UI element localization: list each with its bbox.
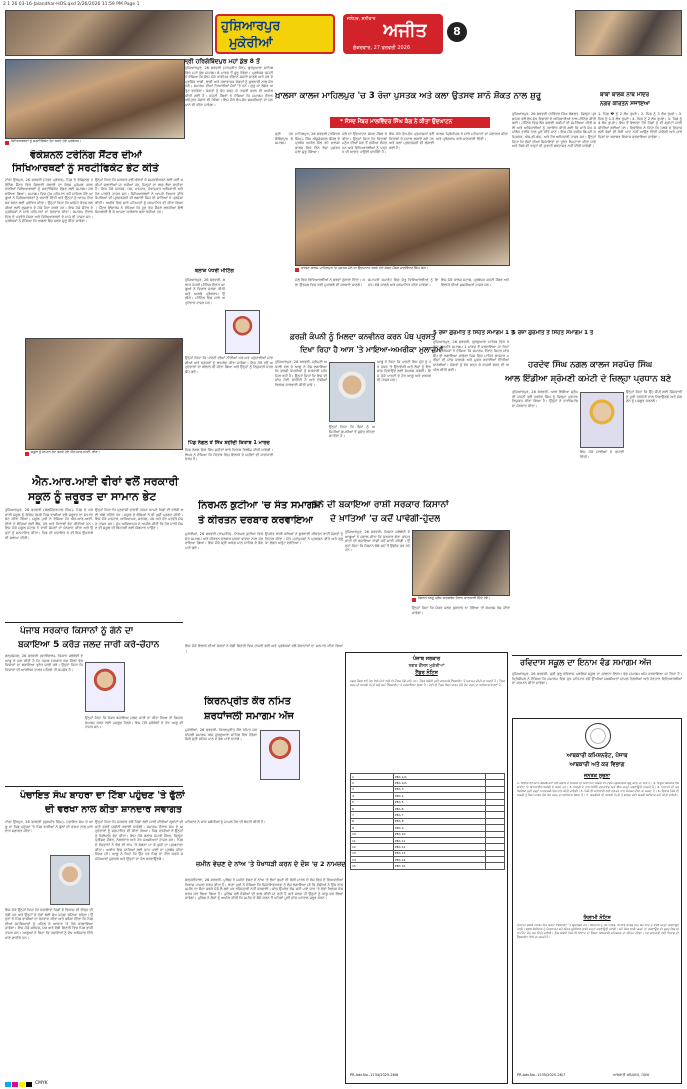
table-cell: PEA 6 <box>393 805 485 811</box>
story-portrait-1 <box>225 310 260 354</box>
caption-marker <box>412 598 416 602</box>
masthead-left-photo <box>5 10 213 56</box>
khalsa-caption: ਖ਼ਾਲਸਾ ਕਾਲਜ ਮਾਹਿਲਪੁਰ 'ਚ ਪੁਸਤਕ ਮੇਲੇ ਦਾ ਉਦਘਾਟਨ ਕਰਦੇ ਹੋਏ ਸੰਸਦ ਮੈਂਬਰ ਮਾਲਵਿੰਦਰ ਸਿੰਘ ਕੰਗ। <box>301 266 428 270</box>
punjab-govt-headline-1: ਪੰਜਾਬ ਸਰਕਾਰ ਕਿਸਾਨਾਂ ਨੂੰ ਗੰਨੇ ਦਾ <box>20 626 134 636</box>
vocational-headline-2: ਸਿਖਿਆਰਥਣਾਂ ਨੂੰ ਸਰਟੀਫਿਕੇਟ ਭੇਟ ਕੀਤੇ <box>12 163 159 174</box>
excise-body-2: ਨਿਲਾਮੀ ਸਬੰਧੀ ਨਿਯਮ ਅਤੇ ਸ਼ਰਤਾਂ ਵੈੱਬਸਾਈਟ 'ਤੇ ਉਪਲਬਧ ਹਨ। ਬਿਨੈਕਾਰ ਨੂੰ ਪੈਨ ਕਾਰਡ, ਆਧਾਰ ਕਾਰਡ ਅਤੇ ਬੈਂਕ ਖਾਤੇ ਦੇ ਵੇਰਵੇ ਜਮ੍ਹਾਂ ਕਰਵਾਉਣੇ ਹੋਣਗੇ। ਸਫ਼ਲ ਬੋਲੀਕਾਰ ਨੂੰ ਨਿਰਧਾਰਤ ਸਮੇਂ ਅੰਦਰ ਸੁਰੱਖਿਆ ਰਾਸ਼ੀ ਜਮ੍ਹਾਂ ਕਰਵਾਉਣੀ ਪਵੇਗੀ। ਸਮੇਂ ਸਿਰ ਰਾਸ਼ੀ ਜਮ੍ਹਾਂ ਨਾ ਕਰਵਾਉਣ ਦੀ ਸੂਰਤ ਵਿਚ ਅਲਾਟਮੈਂਟ ਰੱਦ ਕਰ ਦਿੱਤੀ ਜਾਵੇਗੀ। ਇਸ ਸਬੰਧੀ ਕਿਸੇ ਵੀ ਵਿਵਾਦ ਦਾ ਫ਼ੈਸਲਾ ਆਬਕਾਰੀ ਕਮਿਸ਼ਨਰ ਦਾ ਅੰਤਿਮ ਹੋਵੇਗਾ। ਹੋਰ ਜਾਣਕਾਰੀ ਲਈ ਵਿਭਾਗ ਦੀ ਵੈੱਬਸਾਈਟ ਵੇਖੀ ਜਾ ਸਕਦੀ ਹੈ। <box>517 924 679 939</box>
vocational-headline-1: ਵੋਕੇਸ਼ਨਲ ਟਰੇਨਿੰਗ ਸੈਂਟਰ ਦੀਆਂ <box>30 150 143 161</box>
nirmal-headline-2: ਤੇ ਕੀਰਤਨ ਦਰਬਾਰ ਕਰਵਾਇਆ <box>198 515 314 526</box>
kumbh-body: ਹੁਸ਼ਿਆਰਪੁਰ, 26 ਫਰਵਰੀ (ਹਰਪ੍ਰੀਤ ਕੌਰ)- ਗੁਰਦੁਆਰਾ ਸਾਹਿਬ ਵਿਖੇ ਮਹਾਂ ਕੁੰਭ ਸਮਾਗਮ 8 ਮਾਰਚ ਤੋਂ ਸ਼ੁਰੂ ਹੋਵੇਗਾ। ਪ੍ਰਬੰਧਕ ਕਮੇਟੀ ਨੇ ਦੱਸਿਆ ਕਿ ਇਸ ਮੌਕੇ ਧਾਰਮਿਕ ਦੀਵਾਨ ਸਜਾਏ ਜਾਣਗੇ ਅਤੇ ਪੰਥ ਦੇ ਪ੍ਰਸਿੱਧ ਰਾਗੀ, ਢਾਡੀ ਅਤੇ ਕਥਾਵਾਚਕ ਸੰਗਤਾਂ ਨੂੰ ਗੁਰਬਾਣੀ ਨਾਲ ਜੋੜਨਗੇ। ਸਮਾਗਮ ਦੀਆਂ ਤਿਆਰੀਆਂ ਜ਼ੋਰਾਂ 'ਤੇ ਹਨ। ਗੁਰੂ ਕਾ ਲੰਗਰ ਅਤੁੱਟ ਵਰਤੇਗਾ। ਸੰਗਤਾਂ ਨੂੰ ਵੱਧ ਚੜ੍ਹ ਕੇ ਹਾਜ਼ਰੀ ਭਰਨ ਦੀ ਅਪੀਲ ਕੀਤੀ ਗਈ ਹੈ। ਕਮੇਟੀ ਮੈਂਬਰਾਂ ਨੇ ਦੱਸਿਆ ਕਿ ਸਮਾਗਮ ਦੌਰਾਨ ਅੰਮ੍ਰਿਤ ਸੰਚਾਰ ਵੀ ਹੋਵੇਗਾ। ਇਸ ਮੌਕੇ ਵੱਖ-ਵੱਖ ਸ਼ਖ਼ਸੀਅਤਾਂ ਦਾ ਸਨਮਾਨ ਵੀ ਕੀਤਾ ਜਾਵੇਗਾ। <box>185 66 273 107</box>
excise-dept2: ਆਬਕਾਰੀ ਅਤੇ ਕਰ ਵਿਭਾਗ <box>569 762 625 768</box>
excise-heading2: ਨਿਲਾਮੀ ਨੋਟਿਸ <box>583 915 611 921</box>
block-body-2: ਉਨ੍ਹਾਂ ਕਿਹਾ ਕਿ ਪਾਰਟੀ ਦੀਆਂ ਨੀਤੀਆਂ ਘਰ-ਘਰ ਪਹੁੰਚਾਈਆਂ ਜਾਣਗੀਆਂ ਅਤੇ ਵਰਕਰਾਂ ਨੂੰ ਲਾਮਬੰਦ ਕੀਤਾ ਜਾਵੇਗਾ। ਇਸ ਮੌਕੇ ਨਵੇਂ ਅਹੁਦੇਦਾਰਾਂ ਦਾ ਐਲਾਨ ਵੀ ਕੀਤਾ ਗਿਆ ਅਤੇ ਉਨ੍ਹਾਂ ਨੂੰ ਨਿਯੁਕਤੀ ਪੱਤਰ ਸੌਂਪੇ ਗਏ। <box>185 356 273 374</box>
khalsa-body-col5: ਮੇਲੇ ਵਿਚ ਵਿਦਿਆਰਥੀਆਂ ਨੇ ਭਰਵਾਂ ਹੁੰਗਾਰਾ ਦਿੱਤਾ। ਕਲਾ ਉਤਸਵ ਵਿਚ ਕਈ ਮੁਕਾਬਲੇ ਵੀ ਕਰਵਾਏ ਜਾਣਗੇ। <box>295 278 365 287</box>
black-swatch <box>26 1082 32 1087</box>
table-cell: 9 <box>351 825 394 831</box>
table-cell: 6 <box>351 805 394 811</box>
divider <box>512 655 682 656</box>
table-cell: 2 <box>351 780 394 786</box>
khalsa-headline: ਖ਼ਾਲਸਾ ਕਾਲਜ ਮਾਹਿਲਪੁਰ 'ਚ 3 ਰੋਜ਼ਾ ਪੁਸਤਕ ਅਤੇ ਕਲਾ ਉਤਸਵ ਸ਼ਾਨੋ ਸ਼ੌਕਤ ਨਾਲ ਸ਼ੁਰੂ <box>275 91 542 101</box>
sub-headline-nri: ਪਿੰਡ ਨੰਗਲ ਤੋਂ ਸਿੱਖ ਸ਼ਹੀਦੀ ਕਿਤਾਬ 1 ਮਾਰਚ <box>188 440 270 446</box>
table-cell: PEA 15 <box>393 863 485 869</box>
table-cell: 10 <box>351 831 394 837</box>
notice-title: ਪੰਜਾਬ ਸਰਕਾਰ <box>412 656 441 662</box>
khalsa-body-col4: ਕਾਲਜ ਪ੍ਰਿੰਸੀਪਲ ਨੇ ਸਾਰੇ ਮਹਿਮਾਨਾਂ ਦਾ ਸਵਾਗਤ ਕੀਤਾ ਅਤੇ ਪ੍ਰੋਗਰਾਮ ਬਾਰੇ ਜਾਣਕਾਰੀ ਦਿੱਤੀ। <box>436 132 508 141</box>
caption-marker <box>295 268 299 272</box>
panchayat-body-col1b: ਇਸ ਮੌਕੇ ਉਨ੍ਹਾਂ ਕਿਹਾ ਕਿ ਪੰਚਾਇਤਾਂ ਪਿੰਡਾਂ ਦੇ ਵਿਕਾਸ ਦੀ ਰੀੜ੍ਹ ਦੀ ਹੱਡੀ ਹਨ ਅਤੇ ਉਨ੍ਹਾਂ ਦੇ ਹੱਕਾਂ ਲਈ ਸੰਘ ਹਮੇਸ਼ਾ ਡਟਿਆ ਰਹੇਗਾ। ਉਨ੍ਹਾਂ ਨੇ ਪਿੰਡ ਵਾਸੀਆਂ ਦਾ ਧੰਨਵਾਦ ਕੀਤਾ ਅਤੇ ਭਰੋਸਾ ਦਿੱਤਾ ਕਿ ਪਿੰਡ ਦੀਆਂ ਸਮੱਸਿਆਵਾਂ ਨੂੰ ਪਹਿਲ ਦੇ ਆਧਾਰ 'ਤੇ ਹੱਲ ਕਰਵਾਇਆ ਜਾਵੇਗਾ। ਇਸ ਮੌਕੇ ਸਰਪੰਚ, ਪੰਚ ਅਤੇ ਵੱਡੀ ਗਿਣਤੀ ਵਿਚ ਪਿੰਡ ਵਾਸੀ ਹਾਜ਼ਰ ਸਨ। ਆਗੂਆਂ ਨੇ ਕਿਹਾ ਕਿ ਪੰਚਾਇਤਾਂ ਨੂੰ ਵੱਧ ਅਧਿਕਾਰ ਦਿੱਤੇ ਜਾਣੇ ਚਾਹੀਦੇ ਹਨ। <box>5 908 93 940</box>
chauhan-portrait <box>85 662 125 712</box>
khalsa-strap-bar <box>330 117 490 128</box>
masthead-brand: ਅਜੀਤ <box>383 20 428 41</box>
table-cell <box>486 863 505 869</box>
table-cell: PEA 9 <box>393 825 485 831</box>
khalsa-body-col1: ਮਾਹਿਲਪੁਰ, 26 ਫਰਵਰੀ (ਰਜਿੰਦਰ ਸਿੰਘ)- ਸਿੱਖ ਐਜੂਕੇਸ਼ਨਲ ਕੌਂਸਲ ਦੇ ਪ੍ਰਬੰਧ ਅਧੀਨ ਚੱਲ ਰਹੇ ਖ਼ਾਲਸਾ ਕਾਲਜ ਵਿਖੇ ਤਿੰਨ ਰੋਜ਼ਾ ਪੁਸਤਕ ਮੇਲਾ ਸ਼ੁਰੂ ਹੋਇਆ। <box>295 132 340 155</box>
sub-headline-kumbh: ਸ੍ਰੀ ਹਰਿਗੋਬਿੰਦਪੁਰ ਮਹਾਂ ਕੁੰਭ 8 ਤੋਂ <box>184 58 260 65</box>
notice-subtitle: ਨਗਰ ਕੌਂਸਲ ਮੁਕੇਰੀਆਂ <box>408 664 445 669</box>
table-cell: 5 <box>351 799 394 805</box>
panchayat-body-col1: ਟਾਂਡਾ ਉੜਮੁੜ, 26 ਫਰਵਰੀ (ਗੁਰਮੀਤ ਸਿੰਘ)- ਪੰਚਾਇਤ ਸੰਘ ਦੇ ਆਗੂ ਦਾ ਪਿੰਡ ਪਹੁੰਚਣ 'ਤੇ ਪਿੰਡ ਵਾਸੀਆਂ ਨੇ ਫੁੱਲਾਂ ਦੀ ਵਰਖਾ ਨਾਲ ਸ਼ਾਨਦਾਰ ਸਵਾਗਤ ਕੀਤਾ। <box>5 820 93 834</box>
wheat-photo <box>412 530 510 596</box>
fake-body-col2: ਉਨ੍ਹਾਂ ਕਿਹਾ ਕਿ ਲੋਕਾਂ ਨੂੰ ਅਜਿਹੀਆਂ ਕੰਪਨੀਆਂ ਤੋਂ ਸੁਚੇਤ ਰਹਿਣਾ ਚਾਹੀਦਾ ਹੈ। <box>329 425 375 439</box>
caption-marker <box>25 452 29 456</box>
hardev-body-col2: ਉਨ੍ਹਾਂ ਕਿਹਾ ਕਿ ਉਹ ਸੌਂਪੀ ਗਈ ਜ਼ਿੰਮੇਵਾਰੀ ਨੂੰ ਪੂਰੀ ਤਨਦੇਹੀ ਨਾਲ ਨਿਭਾਉਣਗੇ ਅਤੇ ਸੰਗਠਨ ਨੂੰ ਮਜ਼ਬੂਤ ਕਰਨਗੇ। <box>626 390 682 404</box>
masthead-right-photo <box>575 10 682 56</box>
school-body: ਹੁਸ਼ਿਆਰਪੁਰ, 26 ਫਰਵਰੀ- ਸ੍ਰੀ ਗੁਰੂ ਰਵਿਦਾਸ ਪਬਲਿਕ ਸਕੂਲ ਦਾ ਸਾਲਾਨਾ ਇਨਾਮ ਵੰਡ ਸਮਾਗਮ ਅੱਜ ਕਰਵਾਇਆ ਜਾ ਰਿਹਾ ਹੈ। ਪ੍ਰਿੰਸੀਪਲ ਨੇ ਦੱਸਿਆ ਕਿ ਸਮਾਗਮ ਵਿਚ ਮੁੱਖ ਮਹਿਮਾਨ ਵਜੋਂ ਉੱਘੀਆਂ ਸ਼ਖ਼ਸੀਅਤਾਂ ਸ਼ਾਮਲ ਹੋਣਗੀਆਂ ਅਤੇ ਹੋਣਹਾਰ ਵਿਦਿਆਰਥੀਆਂ ਦਾ ਸਨਮਾਨ ਕੀਤਾ ਜਾਵੇਗਾ। <box>512 672 682 686</box>
table-cell: PEA 8 <box>393 818 485 824</box>
right-top-headline-2: ਨਗਰ ਕੀਰਤਨ ਸਜਾਇਆ <box>600 101 650 107</box>
wheat-headline-1: ਗੰਨੇ ਦੀ ਬਕਾਇਆ ਰਾਸ਼ੀ ਸਰਕਾਰ ਕਿਸਾਨਾਂ <box>312 500 449 510</box>
print-slug: 2 1 26 03-16-Jalandhar-HOS.qxd 2/26/2026 11:59 PM Page 1 <box>3 2 140 7</box>
khalsa-strap: * ਸੰਸਦ ਮੈਂਬਰ ਮਾਲਵਿੰਦਰ ਸਿੰਘ ਕੰਗ ਨੇ ਕੀਤਾ ਉਦਘਾਟਨ <box>340 119 453 125</box>
masthead-city: ਹੁਸ਼ਿਆਰਪੁਰ <box>221 19 281 34</box>
tender-notice <box>345 652 508 1084</box>
kiranpreet-body-2: ਪਰਿਵਾਰ ਨੇ ਸਾਕ ਸਬੰਧੀਆਂ ਨੂੰ ਸ਼ਾਮਲ ਹੋਣ ਦੀ ਬੇਨਤੀ ਕੀਤੀ ਹੈ। <box>185 820 266 824</box>
nri-body-col2: ਉਨ੍ਹਾਂ ਕਿਹਾ ਕਿ ਪ੍ਰਵਾਸੀ ਭਾਰਤੀ ਹਮੇਸ਼ਾ ਆਪਣੇ ਪਿੰਡਾਂ ਦੀ ਤਰੱਕੀ ਲਈ ਅੱਗੇ ਰਹਿੰਦੇ ਹਨ। ਸਕੂਲ ਦੇ ਬੱਚਿਆਂ ਨੇ ਵੀ ਖੁਸ਼ੀ ਪ੍ਰਗਟ ਕੀਤੀ। ਇਸ ਮੌਕੇ ਮਾਸਟਰ, ਅਧਿਆਪਕ, ਸਰਪੰਚ, ਪੰਚ ਅਤੇ ਹੋਰ ਪਤਵੰਤੇ ਸੱਜਣ ਹਾਜ਼ਰ ਸਨ। ਮੁੱਖ ਅਧਿਆਪਕ ਨੇ ਅਪੀਲ ਕੀਤੀ ਕਿ ਹੋਰ ਦਾਨੀ ਸੱਜਣ ਵੀ ਸਕੂਲ ਦੀ ਬਿਹਤਰੀ ਲਈ ਯੋਗਦਾਨ ਪਾਉਣ। <box>95 508 183 531</box>
punjab-govt-body-col1: ਗੜ੍ਹਸ਼ੰਕਰ, 26 ਫਰਵਰੀ (ਧਾਲੀਵਾਲ)- ਕਿਸਾਨ ਜਥੇਬੰਦੀ ਦੇ ਆਗੂ ਨੇ ਮੰਗ ਕੀਤੀ ਹੈ ਕਿ ਪੰਜਾਬ ਸਰਕਾਰ ਖੰਡ ਮਿੱਲਾਂ ਵੱਲ ਕਿਸਾਨਾਂ ਦਾ ਬਕਾਇਆ ਤੁਰੰਤ ਜਾਰੀ ਕਰੇ। ਉਨ੍ਹਾਂ ਕਿਹਾ ਕਿ ਕਿਸਾਨਾਂ ਦੀ ਆਰਥਿਕ ਹਾਲਤ ਪਹਿਲਾਂ ਹੀ ਕਮਜ਼ੋਰ ਹੈ। <box>5 654 83 672</box>
khalsa-headline-bar <box>275 90 600 106</box>
table-cell: 12 <box>351 844 394 850</box>
hardev-body-col3: ਇਸ ਮੌਕੇ ਸਾਥੀਆਂ ਨੇ ਵਧਾਈ ਦਿੱਤੀ। <box>580 450 624 459</box>
table-cell: 8 <box>351 818 394 824</box>
divider <box>5 622 183 623</box>
punjab-govt-body-col2: ਉਨ੍ਹਾਂ ਕਿਹਾ ਕਿ ਜੇਕਰ ਬਕਾਇਆ ਜਲਦ ਜਾਰੀ ਨਾ ਕੀਤਾ ਗਿਆ ਤਾਂ ਕਿਸਾਨ ਸੰਘਰਸ਼ ਕਰਨ ਲਈ ਮਜਬੂਰ ਹੋਣਗੇ। ਇਸ ਮੌਕੇ ਜਥੇਬੰਦੀ ਦੇ ਹੋਰ ਆਗੂ ਵੀ ਹਾਜ਼ਰ ਸਨ। <box>85 716 183 730</box>
cyan-swatch <box>5 1082 11 1087</box>
notice-heading: ਟੈਂਡਰ ਨੋਟਿਸ <box>415 670 438 676</box>
vocational-body-col2: ਉਨ੍ਹਾਂ ਕਿਹਾ ਕਿ ਸਰਕਾਰ ਵਲੋਂ ਔਰਤਾਂ ਦੇ ਸਸ਼ਕਤੀਕਰਨ ਲਈ ਕਈ ਸਕੀਮਾਂ ਚਲਾਈਆਂ ਜਾ ਰਹੀਆਂ ਹਨ, ਜਿਨ੍ਹਾਂ ਦਾ ਲਾਭ ਲੈਣਾ ਚਾਹੀਦਾ ਹੈ। ਇਸ ਮੌਕੇ ਸਰਪੰਚ, ਪੰਚ, ਮਾਸਟਰ, ਸੇਵਾਮੁਕਤ ਅਧਿਕਾਰੀ ਅਤੇ ਹੋਰ ਪਤਵੰਤੇ ਹਾਜ਼ਰ ਸਨ। ਸਿਖਿਆਰਥਣਾਂ ਨੇ ਆਪਣੇ ਤਿਆਰ ਕੀਤੇ ਕੱਪੜਿਆਂ ਦੀ ਪ੍ਰਦਰਸ਼ਨੀ ਵੀ ਲਗਾਈ ਜਿਸ ਦੀ ਸਾਰਿਆਂ ਨੇ ਪ੍ਰਸ਼ੰਸਾ ਕੀਤੀ। ਅਖੀਰ ਵਿਚ ਸਾਰੇ ਮਹਿਮਾਨਾਂ ਨੂੰ ਸਨਮਾਨਿਤ ਵੀ ਕੀਤਾ ਗਿਆ। ਸੈਂਟਰ ਇੰਚਾਰਜ ਨੇ ਦੱਸਿਆ ਕਿ ਹੁਣ ਤੱਕ ਸੈਂਕੜੇ ਲੜਕੀਆਂ ਇਥੋਂ ਸਿਖਲਾਈ ਲੈ ਕੇ ਆਪਣਾ ਕਾਰੋਬਾਰ ਚਲਾ ਰਹੀਆਂ ਹਨ। <box>95 178 183 215</box>
kiranpreet-headline-2: ਸ਼ਰਧਾਂਜਲੀ ਸਮਾਗਮ ਅੱਜ <box>204 711 295 722</box>
panchayat-portrait <box>50 855 90 905</box>
panchayat-body-col2: ਉਨ੍ਹਾਂ ਕਿਹਾ ਕਿ ਸਰਕਾਰ ਵਲੋਂ ਪਿੰਡਾਂ ਲਈ ਜਾਰੀ ਕੀਤੀਆਂ ਗ੍ਰਾਂਟਾਂ ਦੀ ਸਹੀ ਵਰਤੋਂ ਯਕੀਨੀ ਬਣਾਈ ਜਾਵੇਗੀ। ਸਮਾਗਮ ਦੌਰਾਨ ਸੰਘ ਦੇ ਅਹੁਦੇਦਾਰਾਂ ਨੂੰ ਸਨਮਾਨਿਤ ਵੀ ਕੀਤਾ ਗਿਆ। ਪਿੰਡ ਵਾਸੀਆਂ ਨੇ ਉਨ੍ਹਾਂ ਨੂੰ ਸਿਰੋਪਾਓ ਭੇਟ ਕੀਤਾ। ਇਸ ਮੌਕੇ ਬਲਾਕ ਸੰਮਤੀ ਮੈਂਬਰ, ਜ਼ਿਲ੍ਹਾ ਪ੍ਰੀਸ਼ਦ ਮੈਂਬਰ, ਨੰਬਰਦਾਰ ਅਤੇ ਹੋਰ ਸ਼ਖ਼ਸੀਅਤਾਂ ਹਾਜ਼ਰ ਸਨ। ਪਿੰਡ ਦੇ ਨੌਜਵਾਨਾਂ ਨੇ ਢੋਲ ਦੀ ਥਾਪ 'ਤੇ ਭੰਗੜਾ ਪਾ ਕੇ ਖੁਸ਼ੀ ਦਾ ਪ੍ਰਗਟਾਵਾ ਕੀਤਾ। ਅਖੀਰ ਵਿਚ ਸਾਰਿਆਂ ਲਈ ਚਾਹ ਪਾਣੀ ਦਾ ਪ੍ਰਬੰਧ ਕੀਤਾ ਗਿਆ ਸੀ। ਆਗੂ ਨੇ ਕਿਹਾ ਕਿ ਉਹ ਹਰ ਪਿੰਡ ਦਾ ਦੌਰਾ ਕਰਕੇ ਸਮੱਸਿਆਵਾਂ ਸੁਣਨਗੇ ਅਤੇ ਉਨ੍ਹਾਂ ਦਾ ਹੱਲ ਕਰਵਾਉਣਗੇ। <box>95 820 183 861</box>
kiranpreet-portrait <box>260 730 300 780</box>
khalsa-photo <box>295 168 510 266</box>
table-cell: 15 <box>351 863 394 869</box>
hardev-portrait <box>580 392 624 448</box>
nirmal-headline-1: ਨਿਰਮਲ ਕੁਟੀਆ 'ਚ ਸੰਤ ਸਮਾਗਮ <box>198 500 321 511</box>
fake-body-col1: ਹੁਸ਼ਿਆਰਪੁਰ, 26 ਫਰਵਰੀ- ਸ਼੍ਰੋਮਣੀ ਅਕਾਲੀ ਦਲ ਦੇ ਆਗੂ ਨੇ ਦੋਸ਼ ਲਗਾਇਆ ਕਿ ਫ਼ਰਜ਼ੀ ਕੰਪਨੀਆਂ ਨੂੰ ਸਰਕਾਰੀ ਸ਼ਹਿ ਮਿਲ ਰਹੀ ਹੈ। ਉਨ੍ਹਾਂ ਕਿਹਾ ਕਿ ਇਸ ਦੀ ਜਾਂਚ ਹੋਣੀ ਚਾਹੀਦੀ ਹੈ ਅਤੇ ਦੋਸ਼ੀਆਂ ਖਿਲਾਫ਼ ਕਾਰਵਾਈ ਕੀਤੀ ਜਾਵੇ। <box>275 360 327 387</box>
table-row <box>351 863 505 869</box>
excise-footer-left: PR-Adv.No.-1235/2025-26/7 <box>517 1073 566 1077</box>
table-cell: PEA 1/A <box>393 774 485 780</box>
excise-body-1: 1. ਵਿਭਾਗ ਵਲੋਂ ਸਾਲ 2026-27 ਲਈ ਸ਼ਰਾਬ ਦੇ ਠੇਕਿਆਂ ਦੀ ਅਲਾਟਮੈਂਟ ਸਬੰਧੀ ਈ-ਟੈਂਡਰ ਪ੍ਰਕਿਰਿਆ ਸ਼ੁਰੂ ਕੀਤੀ ਜਾ ਰਹੀ ਹੈ। 2. ਇੱਛੁਕ ਬਿਨੈਕਾਰ ਵੈੱਬਸਾਈਟ 'ਤੇ ਆਨਲਾਈਨ ਅਰਜ਼ੀ ਦੇ ਸਕਦੇ ਹਨ। 3. ਅਰਜ਼ੀ ਦੇ ਨਾਲ ਲੋੜੀਂਦੇ ਦਸਤਾਵੇਜ਼ ਅਤੇ ਫੀਸ ਜਮ੍ਹਾਂ ਕਰਵਾਉਣੀ ਲਾਜ਼ਮੀ ਹੈ। 4. ਨਿਲਾਮੀ ਦੀ ਪ੍ਰਕਿਰਿਆ ਪੂਰੀ ਤਰ੍ਹਾਂ ਪਾਰਦਰਸ਼ੀ ਢੰਗ ਨਾਲ ਕੀਤੀ ਜਾਵੇਗੀ। 5. ਕਿਸੇ ਵੀ ਜਾਣਕਾਰੀ ਲਈ ਦਫ਼ਤਰ ਨਾਲ ਸੰਪਰਕ ਕੀਤਾ ਜਾ ਸਕਦਾ ਹੈ। 6. ਵਿਭਾਗ ਕਿਸੇ ਵੀ ਅਰਜ਼ੀ ਨੂੰ ਬਿਨਾਂ ਕਾਰਨ ਦੱਸੇ ਰੱਦ ਕਰਨ ਦਾ ਅਧਿਕਾਰ ਰੱਖਦਾ ਹੈ। 7. ਅਰਜ਼ੀਆਂ ਦੀ ਆਖਰੀ ਮਿਤੀ ਤੋਂ ਬਾਅਦ ਕੋਈ ਅਰਜ਼ੀ ਸਵੀਕਾਰ ਨਹੀਂ ਕੀਤੀ ਜਾਵੇਗੀ। <box>517 782 679 797</box>
hardev-headline-2: ਆਲ ਇੰਡੀਆ ਸ਼੍ਰੋਮਣੀ ਕਮੇਟੀ ਦੇ ਜ਼ਿਲ੍ਹਾ ਪ੍ਰਧਾਨ ਬਣੇ <box>505 374 672 384</box>
table-cell: PEA 5 <box>393 799 485 805</box>
caption-marker <box>5 141 9 145</box>
table-cell: PEA 10 <box>393 831 485 837</box>
table-cell: PEA 7 <box>393 812 485 818</box>
masthead-brand-box <box>343 14 443 54</box>
sub-headline-nagar: ਬਲਾਕ ਪੱਧਰੀ ਮੀਟਿੰਗ <box>195 268 234 274</box>
right-body-col2: 1. ਪਿੰਡ � ਨੂੰ 2 ਲੱਖ ਰੁਪਏ। 2. ਪਿੰਡ ਨੂੰ 3 ਲੱਖ ਰੁਪਏ। 3. ਪਿੰਡ ਨੂੰ 1.5 ਲੱਖ ਰੁਪਏ। 4. ਪਿੰਡ ਨੂੰ 2 ਲੱਖ ਰੁਪਏ। 5. ਪਿੰਡ ਨੂੰ 4 ਲੱਖ ਰੁਪਏ। ਇਸ ਤੋਂ ਇਲਾਵਾ ਹੋਰ ਪਿੰਡਾਂ ਨੂੰ ਵੀ ਗ੍ਰਾਂਟਾਂ ਜਾਰੀ ਕੀਤੀਆਂ ਗਈਆਂ ਹਨ। ਵਿਧਾਇਕ ਨੇ ਕਿਹਾ ਕਿ ਹਲਕੇ ਦੇ ਵਿਕਾਸ ਲਈ ਫੰਡਾਂ ਦੀ ਕੋਈ ਘਾਟ ਨਹੀਂ ਆਉਣ ਦਿੱਤੀ ਜਾਵੇਗੀ ਅਤੇ ਸਾਰੇ ਪਿੰਡਾਂ ਦਾ ਬਰਾਬਰ ਵਿਕਾਸ ਕਰਵਾਇਆ ਜਾਵੇਗਾ। <box>598 112 682 139</box>
notice-intro: ਨਗਰ ਕੌਂਸਲ ਵਲੋਂ ਹੇਠ ਲਿਖੇ ਕੰਮਾਂ ਲਈ ਈ-ਟੈਂਡਰ ਮੰਗੇ ਜਾਂਦੇ ਹਨ। ਟੈਂਡਰ ਸਬੰਧੀ ਪੂਰੀ ਜਾਣਕਾਰੀ ਵੈੱਬਸਾਈਟ ਤੋਂ ਪ੍ਰਾਪਤ ਕੀਤੀ ਜਾ ਸਕਦੀ ਹੈ। ਟੈਂਡਰ ਭਰਨ ਦੀ ਆਖਰੀ ਮਿਤੀ ਅਤੇ ਸਮਾਂ ਵੈੱਬਸਾਈਟ 'ਤੇ ਦਰਸਾਇਆ ਗਿਆ ਹੈ। ਕੋਈ ਵੀ ਟੈਂਡਰ ਬਿਨਾਂ ਕਾਰਨ ਦੱਸੇ ਰੱਦ ਕਰਨ ਦਾ ਅਧਿਕਾਰ ਰਾਖਵਾਂ ਹੈ। <box>350 679 505 687</box>
vocational-body-col1: ਟਾਂਡਾ ਉੜਮੁੜ, 26 ਫਰਵਰੀ (ਪੱਤਰ ਪ੍ਰੇਰਕ)- ਪਿੰਡ ਦੇ ਵੋਕੇਸ਼ਨਲ ਟਰੇਨਿੰਗ ਸੈਂਟਰ ਵਿਖੇ ਸਿਲਾਈ ਕਢਾਈ ਦਾ ਕੋਰਸ ਮੁਕੰਮਲ ਕਰਨ ਵਾਲੀਆਂ ਸਿਖਿਆਰਥਣਾਂ ਨੂੰ ਸਰਟੀਫਿਕੇਟ ਵੰਡਣ ਲਈ ਸਮਾਗਮ ਕਰਵਾਇਆ ਗਿਆ। ਸਮਾਗਮ ਵਿਚ ਮੁੱਖ ਮਹਿਮਾਨ ਵਜੋਂ ਸ਼ਾਮਿਲ ਹੋਏ ਆਗੂਆਂ ਨੇ ਸਿਖਿਆਰਥਣਾਂ ਨੂੰ ਵਧਾਈ ਦਿੱਤੀ ਅਤੇ ਉਨ੍ਹਾਂ ਨੂੰ ਆਤਮ ਨਿਰਭਰ ਬਣਨ ਲਈ ਪ੍ਰੇਰਿਤ ਕੀਤਾ। ਉਨ੍ਹਾਂ ਕਿਹਾ ਕਿ ਅਜਿਹੇ ਕੋਰਸ ਲੜਕੀਆਂ ਲਈ ਰੁਜ਼ਗਾਰ ਦੇ ਮੌਕੇ ਪੈਦਾ ਕਰਦੇ ਹਨ। ਇਸ ਮੌਕੇ ਸੈਂਟਰ ਦੇ ਪ੍ਰਬੰਧਕਾਂ ਨੇ ਸਾਰੇ ਮਹਿਮਾਨਾਂ ਦਾ ਧੰਨਵਾਦ ਕੀਤਾ। ਸਮਾਗਮ ਦੌਰਾਨ ਪਿੰਡ ਦੇ ਪਤਵੰਤੇ ਸੱਜਣ ਅਤੇ ਸਿਖਿਆਰਥਣਾਂ ਦੇ ਮਾਪੇ ਵੀ ਹਾਜ਼ਰ ਸਨ। ਪ੍ਰਬੰਧਕਾਂ ਨੇ ਦੱਸਿਆ ਕਿ ਅਗਲਾ ਬੈਚ ਜਲਦ ਸ਼ੁਰੂ ਕੀਤਾ ਜਾਵੇਗਾ। <box>5 178 93 224</box>
table-cell: 13 <box>351 850 394 856</box>
excise-notice <box>512 718 682 1084</box>
nirmal-body-col3: ਇਸ ਮੌਕੇ ਇਲਾਕੇ ਦੀਆਂ ਸੰਗਤਾਂ ਨੇ ਵੱਡੀ ਗਿਣਤੀ ਵਿਚ ਹਾਜ਼ਰੀ ਭਰੀ ਅਤੇ ਪ੍ਰਬੰਧਕਾਂ ਵਲੋਂ ਸੇਵਾਦਾਰਾਂ ਦਾ ਸਨਮਾਨ ਕੀਤਾ ਗਿਆ। <box>185 644 343 653</box>
masthead-date: ਸ਼ੁੱਕਰਵਾਰ, 27 ਫਰਵਰੀ 2026 <box>353 45 411 51</box>
school-headline: ਰਵਿਦਾਸ ਸਕੂਲ ਦਾ ਇਨਾਮ ਵੰਡ ਸਮਾਗਮ ਅੱਜ <box>520 658 652 667</box>
khalsa-body-col3: ਇਸ ਮੌਕੇ ਵੱਖ-ਵੱਖ ਪ੍ਰਕਾਸ਼ਕਾਂ ਵਲੋਂ ਕਿਤਾਬਾਂ ਦੇ ਸਟਾਲ ਲਗਾਏ ਗਏ ਹਨ ਅਤੇ ਕਲਾ ਪ੍ਰਦਰਸ਼ਨੀ ਵੀ ਲਗਾਈ ਗਈ ਹੈ। <box>389 132 434 150</box>
table-cell: PEA 2/A <box>393 780 485 786</box>
table-cell: PEA 3 <box>393 786 485 792</box>
nri-body-col1: ਹੁਸ਼ਿਆਰਪੁਰ, 26 ਫਰਵਰੀ (ਬਲਜਿੰਦਰਪਾਲ ਸਿੰਘ)- ਪਿੰਡ ਦੇ ਸਰਕਾਰੀ ਸਕੂਲ ਨੂੰ ਵਿਦੇਸ਼ ਵਸਦੇ ਪਿੰਡ ਵਾਸੀਆਂ ਵਲੋਂ ਜ਼ਰੂਰਤ ਦਾ ਸਾਮਾਨ ਭੇਟ ਕੀਤਾ ਗਿਆ। ਸਕੂਲ ਮੁਖੀ ਨੇ ਦੱਸਿਆ ਕਿ ਐਨ.ਆਰ.ਆਈ. ਵੀਰਾਂ ਨੇ ਬੱਚਿਆਂ ਲਈ ਬੈਂਚ, ਪੱਖੇ ਅਤੇ ਕਿਤਾਬਾਂ ਭੇਟ ਕੀਤੀਆਂ ਹਨ। ਇਸ ਮੌਕੇ ਸਕੂਲ ਸਟਾਫ਼ ਨੇ ਦਾਨੀ ਸੱਜਣਾਂ ਦਾ ਧੰਨਵਾਦ ਕੀਤਾ ਅਤੇ ਉਨ੍ਹਾਂ ਨੂੰ ਸਨਮਾਨਿਤ ਕੀਤਾ। ਪਿੰਡ ਦੀ ਪੰਚਾਇਤ ਨੇ ਵੀ ਇਸ ਉਪਰਾਲੇ ਦੀ ਸ਼ਲਾਘਾ ਕੀਤੀ। <box>5 508 93 540</box>
block-body: ਹੁਸ਼ਿਆਰਪੁਰ, 26 ਫਰਵਰੀ- ਬਲਾਕ ਪੱਧਰੀ ਮੀਟਿੰਗ ਦੌਰਾਨ ਆਗੂਆਂ ਨੇ ਵਿਚਾਰ ਚਰਚਾ ਕੀਤੀ ਅਤੇ ਅਗਲੇ ਪ੍ਰੋਗਰਾਮ ਉਲੀਕੇ। ਮੀਟਿੰਗ ਵਿਚ ਸਾਰੇ ਅਹੁਦੇਦਾਰ ਹਾਜ਼ਰ ਸਨ। <box>185 278 225 305</box>
table-cell: 14 <box>351 857 394 863</box>
table-cell: 4 <box>351 793 394 799</box>
divider <box>5 786 183 787</box>
masthead-edition: ਜਲੰਧਰ, ਸ਼ਨੀਵਾਰ <box>347 17 376 22</box>
table-cell: PEA 11 <box>393 837 485 843</box>
excise-footer-right: ਆਬਕਾਰੀ ਕਮਿਸ਼ਨਰ, ਪੰਜਾਬ <box>613 1073 650 1077</box>
notice-footer: PR-Adv.No.-1234/2025-26/6 <box>350 1073 399 1077</box>
masthead-city-box <box>215 14 335 54</box>
kiranpreet-headline-1: ਕਿਰਨਪ੍ਰੀਤ ਕੌਰ ਨਮਿਤ <box>204 696 291 707</box>
table-cell: 1 <box>351 774 394 780</box>
excise-dept: ਆਬਕਾਰੀ ਕਮਿਸ਼ਨਰੇਟ, ਪੰਜਾਬ <box>566 753 628 759</box>
fake-headline-2: ਦਿਖਾ ਰਿਹਾ ਹੈ ਆਸ 'ਤੇ ਮਾਇਆ-ਅਮਰੀਕਾ ਮੁਲਾਜ਼ਮਾਂ <box>300 345 444 354</box>
right-body-col1: ਹੁਸ਼ਿਆਰਪੁਰ, 26 ਫਰਵਰੀ (ਨਰਿੰਦਰ ਸਿੰਘ ਬੱਡਲਾ)- ਜ਼ਿਲ੍ਹਾ ਪ੍ਰਸ਼ਾਸਨ ਵਲੋਂ ਵੱਖ-ਵੱਖ ਵਿਭਾਗਾਂ ਦੇ ਅਧਿਕਾਰੀਆਂ ਨਾਲ ਮੀਟਿੰਗ ਕੀਤੀ ਗਈ। ਮੀਟਿੰਗ ਵਿਚ ਲੋਕ ਭਲਾਈ ਸਕੀਮਾਂ ਦੀ ਸਮੀਖਿਆ ਕੀਤੀ ਗਈ ਅਤੇ ਅਧਿਕਾਰੀਆਂ ਨੂੰ ਹਦਾਇਤ ਕੀਤੀ ਗਈ ਕਿ ਸਾਰੇ ਕੰਮ ਸਮਾਂਬੱਧ ਤਰੀਕੇ ਨਾਲ ਪੂਰੇ ਕੀਤੇ ਜਾਣ। ਇਸ ਮੌਕੇ ਵਧੀਕ ਡਿਪਟੀ ਕਮਿਸ਼ਨਰ, ਐਸ.ਡੀ.ਐਮ. ਅਤੇ ਹੋਰ ਅਧਿਕਾਰੀ ਹਾਜ਼ਰ ਸਨ। ਉਨ੍ਹਾਂ ਕਿਹਾ ਕਿ ਲੋਕਾਂ ਦੀਆਂ ਸ਼ਿਕਾਇਤਾਂ ਦਾ ਤੁਰੰਤ ਨਿਪਟਾਰਾ ਕੀਤਾ ਜਾਵੇ ਅਤੇ ਕਿਸੇ ਵੀ ਤਰ੍ਹਾਂ ਦੀ ਕੁਤਾਹੀ ਬਰਦਾਸ਼ਤ ਨਹੀਂ ਕੀਤੀ ਜਾਵੇਗੀ। <box>512 112 596 149</box>
wheat-caption: ਕਿਸਾਨ ਆਗੂ ਪ੍ਰੈਸ ਕਾਨਫਰੰਸ ਦੌਰਾਨ ਜਾਣਕਾਰੀ ਦਿੰਦੇ ਹੋਏ। <box>418 596 491 600</box>
nri-caption: ਸਕੂਲ ਨੂੰ ਸਾਮਾਨ ਭੇਟ ਕਰਦੇ ਹੋਏ ਐਨ.ਆਰ.ਆਈ. ਵੀਰ। <box>31 450 100 454</box>
khalsa-body-left: ਸ੍ਰੀ ਹਰਗੋਬਿੰਦਪੁਰ ਦੇ ਸਮਾਗਮ <box>275 132 293 146</box>
nri-photo <box>25 338 183 450</box>
nirmal-body-col2: ਉਪਰੰਤ ਰਾਗੀ ਜਥਿਆਂ ਨੇ ਗੁਰਬਾਣੀ ਕੀਰਤਨ ਰਾਹੀਂ ਸੰਗਤਾਂ ਨੂੰ ਨਿਹਾਲ ਕੀਤਾ। ਸੰਤ ਮਹਾਂਪੁਰਸ਼ਾਂ ਨੇ ਪ੍ਰਵਚਨ ਕੀਤੇ ਅਤੇ ਗੁਰੂ ਕਾ ਲੰਗਰ ਅਤੁੱਟ ਵਰਤਿਆ। <box>265 532 343 546</box>
excise-heading: ਜਨਤਕ ਸੂਚਨਾ <box>584 773 610 779</box>
table-cell: PEA 13 <box>393 850 485 856</box>
magenta-swatch <box>12 1082 18 1087</box>
punjab-govt-headline-2: ਬਕਾਇਆ 5 ਕਰੋੜ ਜਲਦ ਜਾਰੀ ਕਰੇ-ਚੌਹਾਨ <box>18 640 160 650</box>
color-strip <box>5 1081 682 1088</box>
wheat-body-col2: ਉਨ੍ਹਾਂ ਕਿਹਾ ਕਿ ਜੇਕਰ ਜਲਦ ਭੁਗਤਾਨ ਨਾ ਹੋਇਆ ਤਾਂ ਸੰਘਰਸ਼ ਤੇਜ਼ ਕੀਤਾ ਜਾਵੇਗਾ। <box>412 606 510 615</box>
table-cell: PEA 14 <box>393 857 485 863</box>
masthead-city2: ਮੁਕੇਰੀਆਂ <box>229 36 273 51</box>
fake-headline-1: ਫ਼ਰਜ਼ੀ ਕੰਪਨੀ ਨੂੰ ਮਿਲਦਾ ਕਨਵੀਨਰ ਕਰਨ ਪੰਥ ਪ੍ਰਸਤ <box>290 332 436 341</box>
panchayat-headline-2: ਦੀ ਵਰਖਾ ਨਾਲ ਕੀਤਾ ਸ਼ਾਨਦਾਰ ਸਵਾਗਤ <box>45 804 183 815</box>
table-cell: 3 <box>351 786 394 792</box>
yellow-swatch <box>19 1082 25 1087</box>
emblem-icon <box>585 723 611 749</box>
table-cell: 7 <box>351 812 394 818</box>
nirmal-body-col1: ਮੁਕੇਰੀਆਂ, 26 ਫਰਵਰੀ (ਰਾਮਜੀਤ)- ਨਿਰਮਲ ਕੁਟੀਆ ਵਿਖੇ ਸੰਤ ਸਮਾਗਮ ਅਤੇ ਕੀਰਤਨ ਦਰਬਾਰ ਸ਼ਰਧਾ ਭਾਵਨਾ ਨਾਲ ਕਰਵਾਇਆ ਗਿਆ। ਇਸ ਮੌਕੇ ਸ੍ਰੀ ਅਖੰਡ ਪਾਠ ਸਾਹਿਬ ਦੇ ਭੋਗ ਪਾਏ ਗਏ। <box>185 532 263 550</box>
vocational-caption: ਸਿਖਿਆਰਥਣਾਂ ਨੂੰ ਸਰਟੀਫਿਕੇਟ ਭੇਟ ਕਰਦੇ ਹੋਏ ਪ੍ਰਬੰਧਕ। <box>11 139 82 143</box>
khalsa-body-col6: ਸਮਾਪਤੀ ਸਮਾਰੋਹ ਵਿਚ ਜੇਤੂ ਵਿਦਿਆਰਥੀਆਂ ਨੂੰ ਇਨਾਮ ਵੰਡੇ ਜਾਣਗੇ ਅਤੇ ਸਨਮਾਨਿਤ ਕੀਤਾ ਜਾਵੇਗਾ। <box>368 278 438 287</box>
kiranpreet-body: ਮੁਕੇਰੀਆਂ, 26 ਫਰਵਰੀ- ਕਿਰਨਪ੍ਰੀਤ ਕੌਰ ਨਮਿਤ ਸ਼ਰਧਾਂਜਲੀ ਸਮਾਗਮ ਅੱਜ ਗੁਰਦੁਆਰਾ ਸਾਹਿਬ ਵਿਖੇ ਹੋਵੇਗਾ ਜਿਥੇ ਸ੍ਰੀ ਸਹਿਜ ਪਾਠ ਦੇ ਭੋਗ ਪਾਏ ਜਾਣਗੇ। <box>185 728 257 742</box>
fake-sub: 5 ਰੋਜ਼ਾ ਗੁਰਮਤਿ ਤੇ ਸਿਹਤ ਸਮਾਗਮ 1 ਤੋਂ <box>433 330 515 336</box>
fake-portrait <box>329 362 375 422</box>
right-mid-sub: 5 ਰੋਜ਼ਾ ਗੁਰਮਤਿ ਤੇ ਸਿਹਤ ਸਮਾਗਮ 1 ਤੋਂ <box>512 330 594 336</box>
table-cell: PEA 12 <box>393 844 485 850</box>
khalsa-body-col2: ਮੇਲੇ ਦਾ ਉਦਘਾਟਨ ਸੰਸਦ ਮੈਂਬਰ ਨੇ ਕੀਤਾ। ਉਨ੍ਹਾਂ ਕਿਹਾ ਕਿ ਕਿਤਾਬਾਂ ਮਨੁੱਖ ਦੀਆਂ ਸਭ ਤੋਂ ਵਧੀਆ ਦੋਸਤ ਹਨ ਅਤੇ ਵਿਦਿਆਰਥੀਆਂ ਨੂੰ ਪੜ੍ਹਨ ਦੀ ਆਦਤ ਪਾਉਣੀ ਚਾਹੀਦੀ ਹੈ। <box>342 132 387 155</box>
cmyk-label: CMYK <box>35 1081 48 1086</box>
right-top-headline-1: ਬਾਬਾ ਬਾਲਕ ਨਾਥ ਮੰਦਿਰ <box>600 92 650 98</box>
fraud-body: ਗੜ੍ਹਦੀਵਾਲਾ, 26 ਫਰਵਰੀ- ਪੁਲਿਸ ਨੇ ਜ਼ਮੀਨ ਵੇਚਣ ਦੇ ਨਾਂਅ 'ਤੇ ਲੱਖਾਂ ਰੁਪਏ ਦੀ ਠੱਗੀ ਮਾਰਨ ਦੇ ਦੋਸ਼ ਵਿਚ ਦੋ ਵਿਅਕਤੀਆਂ ਖਿਲਾਫ਼ ਮਾਮਲਾ ਦਰਜ ਕੀਤਾ ਹੈ। ਥਾਣਾ ਮੁਖੀ ਨੇ ਦੱਸਿਆ ਕਿ ਸ਼ਿਕਾਇਤਕਰਤਾ ਨੇ ਦੋਸ਼ ਲਗਾਇਆ ਸੀ ਕਿ ਦੋਸ਼ੀਆਂ ਨੇ ਉਸ ਨਾਲ ਜ਼ਮੀਨ ਦਾ ਸੌਦਾ ਕਰਕੇ ਪੈਸੇ ਲੈ ਲਏ ਪਰ ਰਜਿਸਟਰੀ ਨਹੀਂ ਕਰਵਾਈ। ਜਾਂਚ ਉਪਰੰਤ ਦੋਸ਼ ਸਹੀ ਪਾਏ ਜਾਣ 'ਤੇ ਦੋਵਾਂ ਖਿਲਾਫ਼ ਕੇਸ ਦਰਜ ਕਰ ਲਿਆ ਗਿਆ ਹੈ। ਪੁਲਿਸ ਵਲੋਂ ਦੋਸ਼ੀਆਂ ਦੀ ਭਾਲ ਕੀਤੀ ਜਾ ਰਹੀ ਹੈ ਅਤੇ ਜਲਦ ਹੀ ਉਨ੍ਹਾਂ ਨੂੰ ਕਾਬੂ ਕਰ ਲਿਆ ਜਾਵੇਗਾ। ਪੁਲਿਸ ਨੇ ਲੋਕਾਂ ਨੂੰ ਅਪੀਲ ਕੀਤੀ ਕਿ ਜ਼ਮੀਨ ਦੇ ਸੌਦੇ ਕਰਨ ਤੋਂ ਪਹਿਲਾਂ ਪੂਰੀ ਜਾਂਚ ਪੜਤਾਲ ਜ਼ਰੂਰ ਕਰਨ। <box>185 878 343 901</box>
hardev-body-col1: ਹੁਸ਼ਿਆਰਪੁਰ, 26 ਫਰਵਰੀ- ਆਲ ਇੰਡੀਆ ਸ਼੍ਰੋਮਣੀ ਕਮੇਟੀ ਵਲੋਂ ਹਰਦੇਵ ਸਿੰਘ ਨੂੰ ਜ਼ਿਲ੍ਹਾ ਪ੍ਰਧਾਨ ਨਿਯੁਕਤ ਕੀਤਾ ਗਿਆ ਹੈ। ਉਨ੍ਹਾਂ ਨੇ ਹਾਈਕਮਾਂਡ ਦਾ ਧੰਨਵਾਦ ਕੀਤਾ। <box>512 390 578 408</box>
wheat-body-col1: ਹੁਸ਼ਿਆਰਪੁਰ, 26 ਫਰਵਰੀ- ਕਿਸਾਨ ਜਥੇਬੰਦੀ ਦੇ ਆਗੂਆਂ ਨੇ ਸਵਾਲ ਕੀਤਾ ਕਿ ਸਰਕਾਰ ਗੰਨਾ ਕਾਸ਼ਤਕਾਰਾਂ ਦੀ ਬਕਾਇਆ ਰਾਸ਼ੀ ਕਦੋਂ ਜਾਰੀ ਕਰੇਗੀ। ਉਨ੍ਹਾਂ ਕਿਹਾ ਕਿ ਕਿਸਾਨ ਲੰਬੇ ਸਮੇਂ ਤੋਂ ਉਡੀਕ ਕਰ ਰਹੇ ਹਨ। <box>345 530 410 553</box>
masthead <box>213 10 575 56</box>
wheat-headline-2: ਦੇ ਖ਼ਾਤਿਆਂ 'ਚ ਕਦੋਂ ਪਾਵੇਗੀ-ਹੁੰਦਲ <box>330 514 441 524</box>
hardev-headline-1: ਹਰਦੇਵ ਸਿੰਘ ਨਗਲ ਕਾਲਜ ਸਰਪੰਚ ਸਿੰਘ <box>528 360 653 370</box>
panchayat-headline-1: ਪੰਚਾਇਤ ਸੰਘ ਬਾਹਰਾ ਦਾ ਟਿੱਬਾ ਪਹੁੰਚਣ 'ਤੇ ਫੁੱਲਾਂ <box>20 790 185 801</box>
fake-body-col3: ਆਗੂ ਨੇ ਕਿਹਾ ਕਿ ਪਾਰਟੀ ਇਸ ਮੁੱਦੇ ਨੂੰ ਹਰ ਪੱਧਰ 'ਤੇ ਉਠਾਏਗੀ ਅਤੇ ਲੋਕਾਂ ਨੂੰ ਇਨਸਾਫ਼ ਦਿਵਾਉਣ ਲਈ ਸੰਘਰਸ਼ ਕਰੇਗੀ। ਇਸ ਮੌਕੇ ਪਾਰਟੀ ਦੇ ਹੋਰ ਆਗੂ ਅਤੇ ਵਰਕਰ ਵੀ ਹਾਜ਼ਰ ਸਨ। <box>377 360 431 383</box>
table-cell: 11 <box>351 837 394 843</box>
table-cell: PEA 4 <box>393 793 485 799</box>
nagal-body: ਪਿੰਡ ਨੰਗਲ ਵਿਖੇ ਸਿੱਖ ਸ਼ਹੀਦਾਂ ਬਾਰੇ ਕਿਤਾਬ ਰਿਲੀਜ਼ ਕੀਤੀ ਜਾਵੇਗੀ। ਲੇਖਕ ਨੇ ਦੱਸਿਆ ਕਿ ਕਿਤਾਬ ਵਿਚ ਇਲਾਕੇ ਦੇ ਸ਼ਹੀਦਾਂ ਦੀ ਜਾਣਕਾਰੀ ਦਰਜ ਹੈ। <box>185 448 273 462</box>
vocational-photo <box>5 59 185 139</box>
khalsa-body-col7: ਇਸ ਮੌਕੇ ਕਾਲਜ ਸਟਾਫ਼, ਪ੍ਰਬੰਧਕ ਕਮੇਟੀ ਮੈਂਬਰ ਅਤੇ ਇਲਾਕੇ ਦੀਆਂ ਸ਼ਖ਼ਸੀਅਤਾਂ ਹਾਜ਼ਰ ਸਨ। <box>441 278 509 287</box>
nri-headline-1: ਐਨ.ਆਰ.ਆਈ ਵੀਰਾਂ ਵਲੋਂ ਸਰਕਾਰੀ <box>32 475 179 488</box>
kiranpreet-sub: ਜ਼ਮੀਨ ਵੇਚਣ ਦੇ ਨਾਂਅ 'ਤੇ ਧੋਖਾਧੜੀ ਕਰਨ ਦੇ ਦੋਸ਼ 'ਚ 2 ਨਾਮਜ਼ਦ <box>196 860 346 868</box>
notice-table <box>350 773 505 870</box>
page-number: 8 <box>447 22 467 42</box>
gurmat-body: ਹੁਸ਼ਿਆਰਪੁਰ, 26 ਫਰਵਰੀ- ਗੁਰਦੁਆਰਾ ਸਾਹਿਬ ਵਿਖੇ 5 ਰੋਜ਼ਾ ਗੁਰਮਤਿ ਸਮਾਗਮ 1 ਮਾਰਚ ਤੋਂ ਕਰਵਾਇਆ ਜਾ ਰਿਹਾ ਹੈ। ਪ੍ਰਬੰਧਕਾਂ ਨੇ ਦੱਸਿਆ ਕਿ ਸਮਾਗਮ ਦੌਰਾਨ ਸਿਹਤ ਜਾਂਚ ਕੈਂਪ ਵੀ ਲਗਾਇਆ ਜਾਵੇਗਾ ਜਿਸ ਵਿਚ ਮਾਹਿਰ ਡਾਕਟਰ ਮਰੀਜ਼ਾਂ ਦੀ ਜਾਂਚ ਕਰਨਗੇ ਅਤੇ ਮੁਫ਼ਤ ਦਵਾਈਆਂ ਦਿੱਤੀਆਂ ਜਾਣਗੀਆਂ। ਸੰਗਤਾਂ ਨੂੰ ਵੱਧ ਚੜ੍ਹ ਕੇ ਹਾਜ਼ਰੀ ਭਰਨ ਦੀ ਅਪੀਲ ਕੀਤੀ ਗਈ। <box>433 340 509 372</box>
nri-headline-2: ਸਕੂਲ ਨੂੰ ਜ਼ਰੂਰਤ ਦਾ ਸਾਮਾਨ ਭੇਟ <box>28 490 157 503</box>
